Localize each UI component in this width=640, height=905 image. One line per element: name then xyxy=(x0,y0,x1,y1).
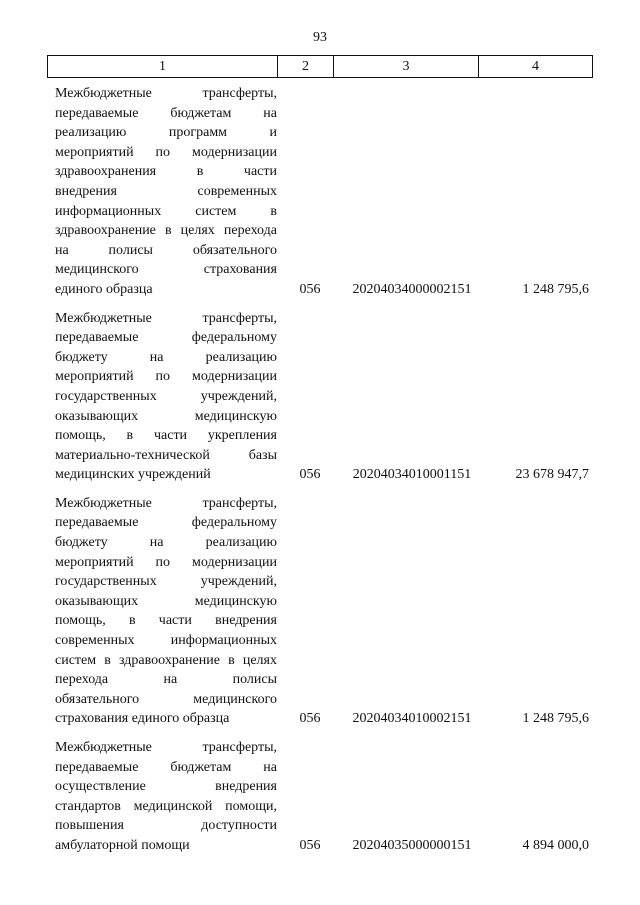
row-code: 056 xyxy=(299,711,321,727)
description-line: помощь, в части внедрения xyxy=(55,613,277,629)
description-line: Межбюджетные трансферты, xyxy=(55,310,277,326)
row-amount: 1 248 795,6 xyxy=(522,711,589,727)
description-line: передаваемые бюджетам на xyxy=(55,759,277,775)
description-line: на полисы обязательного xyxy=(55,242,277,258)
description-line: современных информационных xyxy=(55,633,277,649)
row-code: 056 xyxy=(299,281,321,297)
row-classification-code: 20204035000000151 xyxy=(352,837,472,853)
column-header-row xyxy=(48,56,593,78)
row-classification-code: 20204034010001151 xyxy=(352,467,472,483)
description-line: систем в здравоохранение в целях xyxy=(55,652,277,668)
table-body xyxy=(55,84,595,865)
table-row xyxy=(55,309,595,485)
description-line: оказывающих медицинскую xyxy=(55,408,277,424)
description-line: медицинских учреждений xyxy=(55,467,211,483)
row-amount: 4 894 000,0 xyxy=(522,837,589,853)
description-line: Межбюджетные трансферты, xyxy=(55,495,277,511)
description-line: государственных учреждений, xyxy=(55,574,277,590)
description-line: обязательного медицинского xyxy=(55,691,277,707)
description-line: бюджету на реализацию xyxy=(55,535,277,551)
description-line: стандартов медицинской помощи, xyxy=(55,798,277,814)
column-header-table xyxy=(47,55,593,78)
description-line: помощь, в части укрепления xyxy=(55,428,277,444)
description-line: оказывающих медицинскую xyxy=(55,593,277,609)
column-header-3: 3 xyxy=(334,56,479,78)
description-line: мероприятий по модернизации xyxy=(55,144,277,160)
description-line: единого образца xyxy=(55,281,153,297)
description-line: бюджету на реализацию xyxy=(55,349,277,365)
row-description xyxy=(55,738,277,856)
row-description xyxy=(55,84,277,300)
row-classification-code: 20204034010002151 xyxy=(352,711,472,727)
row-amount: 1 248 795,6 xyxy=(522,281,589,297)
description-line: осуществление внедрения xyxy=(55,779,277,795)
description-line: передаваемые федеральному xyxy=(55,330,277,346)
column-header-1: 1 xyxy=(48,56,278,78)
table-row xyxy=(55,494,595,729)
table-row xyxy=(55,738,595,856)
row-code: 056 xyxy=(299,467,321,483)
row-classification-code: 20204034000002151 xyxy=(352,281,472,297)
column-header-4: 4 xyxy=(479,56,593,78)
description-line: мероприятий по модернизации xyxy=(55,554,277,570)
description-line: здравоохранения в части xyxy=(55,164,277,180)
description-line: перехода на полисы xyxy=(55,672,277,688)
description-line: повышения доступности xyxy=(55,818,277,834)
table-row xyxy=(55,84,595,300)
description-line: реализацию программ и xyxy=(55,125,277,141)
description-line: Межбюджетные трансферты, xyxy=(55,86,277,101)
description-line: информационных систем в xyxy=(55,203,277,219)
description-line: страхования единого образца xyxy=(55,711,230,727)
row-amount: 23 678 947,7 xyxy=(515,467,589,483)
description-line: амбулаторной помощи xyxy=(55,837,190,853)
description-line: передаваемые федеральному xyxy=(55,515,277,531)
description-line: материально-технической базы xyxy=(55,447,277,463)
page-number: 93 xyxy=(313,30,327,45)
description-line: передаваемые бюджетам на xyxy=(55,105,277,121)
row-description xyxy=(55,309,277,485)
description-line: медицинского страхования xyxy=(55,262,277,278)
description-line: государственных учреждений, xyxy=(55,388,277,404)
row-description xyxy=(55,494,277,729)
description-line: внедрения современных xyxy=(55,183,277,199)
description-line: Межбюджетные трансферты, xyxy=(55,740,277,755)
column-header-2: 2 xyxy=(278,56,334,78)
description-line: мероприятий по модернизации xyxy=(55,369,277,385)
row-code: 056 xyxy=(299,837,321,853)
description-line: здравоохранение в целях перехода xyxy=(55,223,277,239)
